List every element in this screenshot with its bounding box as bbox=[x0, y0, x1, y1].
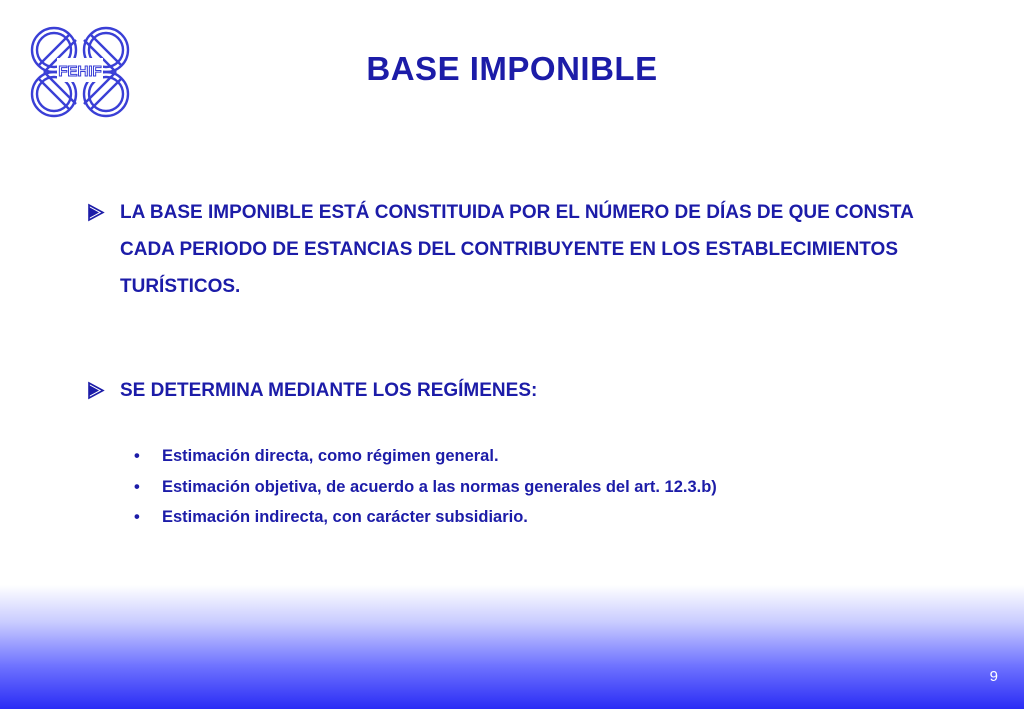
bullet-item-2 bbox=[86, 372, 946, 409]
list-item bbox=[130, 502, 930, 533]
list-item bbox=[130, 441, 930, 472]
list-item-text: Estimación objetiva, de acuerdo a las normas generales del art. 12.3.b) bbox=[162, 477, 717, 496]
list-item-text: Estimación indirecta, con carácter subsidiario. bbox=[162, 508, 528, 526]
bullet-item-1 bbox=[86, 194, 946, 305]
bottom-gradient-band bbox=[0, 585, 1024, 709]
bullet-text: SE DETERMINA MEDIANTE LOS REGÍMENES: bbox=[120, 380, 538, 401]
slide-title: BASE IMPONIBLE bbox=[366, 50, 658, 87]
list-item-text: Estimación directa, como régimen general. bbox=[162, 447, 499, 465]
arrow-bullet-icon bbox=[86, 194, 108, 231]
bullet-dot: • bbox=[134, 447, 140, 465]
list-item bbox=[130, 472, 930, 503]
bullet-text: LA BASE IMPONIBLE ESTÁ CONSTITUIDA POR EL NÚMERO DE DÍAS DE QUE CONSTA CADA PERIODO DE ESTANCIAS DEL CONTRIBUYENTE EN LOS ESTABLECIMIENTOS TURÍSTICOS. bbox=[120, 202, 914, 297]
arrow-bullet-icon bbox=[86, 372, 108, 409]
logo-text: FEHIF bbox=[58, 63, 102, 80]
bullet-dot: • bbox=[134, 508, 140, 526]
page-number: 9 bbox=[989, 668, 998, 685]
bullet-dot: • bbox=[134, 477, 140, 496]
regimes-list bbox=[130, 441, 930, 533]
